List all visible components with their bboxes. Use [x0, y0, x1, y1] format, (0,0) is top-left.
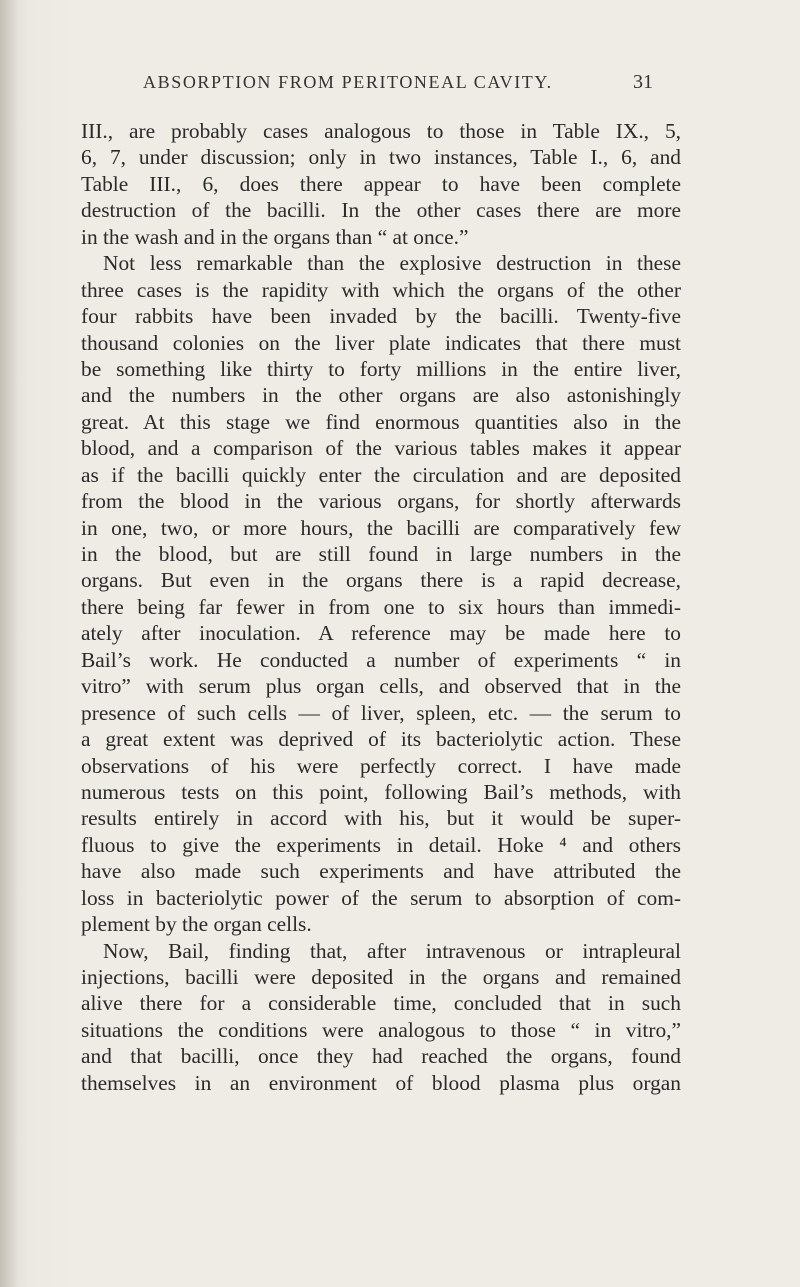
text-line: there being far fewer in from one to six hours than immedi-	[81, 594, 681, 619]
text-line: great. At this stage we find enormous quantities also in the	[81, 409, 681, 434]
text-line: III., are probably cases analogous to those in Table IX., 5,	[81, 119, 681, 143]
text-line: from the blood in the various organs, for shortly afterwards	[81, 489, 681, 514]
text-line: blood, and a comparison of the various tables makes it appear	[81, 436, 681, 461]
text-line: injections, bacilli were deposited in the organs and remained	[81, 965, 681, 989]
text-line: Table III., 6, does there appear to have been complete	[81, 171, 681, 196]
text-line: organs. But even in the organs there is a rapid decrease,	[81, 568, 681, 593]
body-text	[81, 118, 681, 1096]
text-line: a great extent was deprived of its bacteriolytic action. These	[81, 727, 681, 752]
text-line: Not less remarkable than the explosive destruction in these	[103, 251, 681, 276]
text-line: plement by the organ cells.	[81, 912, 312, 937]
text-line: vitro” with serum plus organ cells, and observed that in the	[81, 674, 681, 699]
text-line: in one, two, or more hours, the bacilli are comparatively few	[81, 515, 681, 540]
text-line: four rabbits have been invaded by the bacilli. Twenty-five	[81, 304, 681, 329]
text-line: three cases is the rapidity with which the organs of the other	[81, 277, 681, 302]
text-line: results entirely in accord with his, but it would be super-	[81, 806, 681, 831]
text-line: and that bacilli, once they had reached the organs, found	[81, 1044, 681, 1069]
text-line: thousand colonies on the liver plate indicates that there must	[81, 330, 681, 355]
text-line: as if the bacilli quickly enter the circulation and are deposited	[81, 462, 681, 487]
text-line: Now, Bail, finding that, after intravenous or intrapleural	[103, 938, 681, 963]
page-header	[0, 72, 800, 102]
text-line: situations the conditions were analogous to those “ in vitro,”	[81, 1017, 681, 1042]
text-line: in the blood, but are still found in large numbers in the	[81, 542, 681, 566]
text-line: ately after inoculation. A reference may be made here to	[81, 621, 681, 646]
text-line: have also made such experiments and have attributed the	[81, 859, 681, 884]
text-line: Bail’s work. He conducted a number of experiments “ in	[81, 647, 681, 672]
text-line: fluous to give the experiments in detail. Hoke ⁴ and others	[81, 832, 681, 857]
text-line: be something like thirty to forty millions in the entire liver,	[81, 356, 681, 381]
page-number: 31	[633, 71, 653, 93]
text-line: numerous tests on this point, following Bail’s methods, with	[81, 779, 681, 804]
text-line: loss in bacteriolytic power of the serum to absorption of com-	[81, 885, 681, 910]
text-line: in the wash and in the organs than “ at once.”	[81, 224, 469, 249]
text-line: themselves in an environment of blood plasma plus organ	[81, 1070, 681, 1095]
text-line: 6, 7, under discussion; only in two instances, Table I., 6, and	[81, 145, 681, 170]
text-line: observations of his were perfectly correct. I have made	[81, 753, 681, 778]
page-edge-shadow	[0, 0, 18, 1287]
running-title: ABSORPTION FROM PERITONEAL CAVITY.	[143, 72, 553, 92]
text-line: presence of such cells — of liver, spleen, etc. — the serum to	[81, 700, 681, 725]
text-line: alive there for a considerable time, concluded that in such	[81, 991, 681, 1016]
text-line: and the numbers in the other organs are also astonishingly	[81, 383, 681, 408]
text-line: destruction of the bacilli. In the other cases there are more	[81, 198, 681, 223]
